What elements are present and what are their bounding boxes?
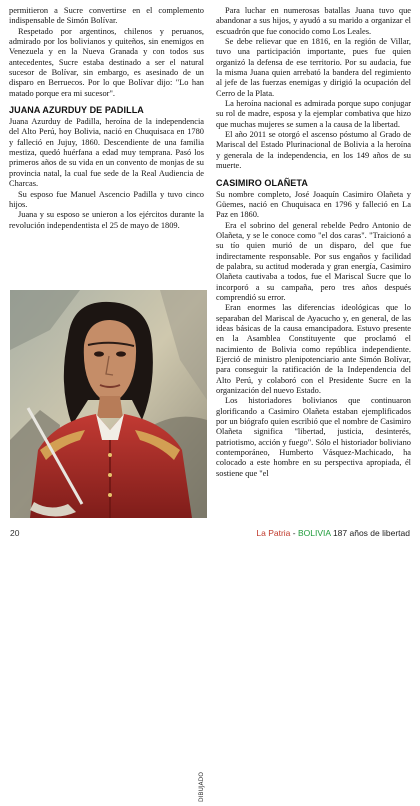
section-heading-juana: JUANA AZURDUY DE PADILLA	[9, 105, 144, 116]
paragraph: Se debe relievar que en 1816, en la región de Villar, tuvo una participación importante, pues fue quien organizó la defensa de ese territorio. Por su audacia, fue la misma Juana quien arrebató la bandera del regimiento al jefe de las fuerzas enemigas y dirigió la ocupación del Cerro de la Plata.	[216, 37, 411, 98]
paragraph: La heroína nacional es admirada porque supo conjugar su rol de madre, esposa y la ejemplar combativa que hizo que muchas mujeres se sumen a la causa de la libertad.	[216, 99, 411, 129]
paragraph: Los historiadores bolivianos que continuaron glorificando a Casimiro Olañeta estaban ejemplificados por un biógrafo quien escribió que el nombre de Casimiro Olañeta significa "libertad, justicia, desinterés, patriotismo, acción y fuego". Sólo el historiador boliviano contemporáneo, Humberto Vásquez-Machicado, ha colocado a este hombre en su perspectiva apropiada, él sostiene que "el	[216, 396, 411, 478]
page-number: 20	[10, 528, 20, 538]
paragraph: Juana y su esposo se unieron a los ejércitos durante la revolución independentista el 25 de mayo de 1809.	[9, 210, 204, 230]
paragraph: Su nombre completo, José Joaquín Casimiro Olañeta y Güemes, nació en Chuquisaca en 1796 y falleció en La Paz en 1860.	[216, 189, 411, 220]
paragraph: El año 2011 se otorgó el ascenso póstumo al Grado de Mariscal del Estado Plurinacional de Bolivia a la heroína y generala de la independencia, en los 149 años de su muerte.	[216, 130, 411, 171]
left-column	[9, 6, 204, 231]
right-column	[216, 6, 411, 479]
svg-text:DIBUJADO: DIBUJADO	[198, 771, 205, 802]
footer-tagline: 187 años de libertad	[330, 528, 410, 538]
paragraph: Era el sobrino del general rebelde Pedro Antonio de Olañeta, y se le conoce como "el dos caras". "Traicionó a su tío quien murió de un disparo, del que fue indirectamente responsable. Por sus engaños y facilidad de palabra, su actitud moderada y gran energía, Casimiro Olañeta cautivaba a todos, fue el Mariscal Sucre que lo incorporó a su campaña, pero tres años después comprendió su error.	[216, 220, 411, 302]
footer-country: BOLIVIA	[297, 528, 331, 538]
footer-brand: La Patria	[256, 528, 291, 538]
page-footer	[0, 525, 420, 547]
paragraph: Respetado por argentinos, chilenos y peruanos, admirado por los bolivianos y quiteños, sin enemigos en Venezuela y en la Nueva Granada y con todos sus antecedentes, Sucre estaba destinado a ser el natural sucesor de Bolívar, sin embargo, es asesinado de un disparo en Berruecos. Por lo que Bolívar dijo: "Lo han matado porque era mi sucesor".	[9, 26, 204, 98]
portrait-drawing	[10, 290, 207, 518]
running-footer	[256, 528, 410, 538]
paragraph: Su esposo fue Manuel Ascencio Padilla y tuvo cinco hijos.	[9, 189, 204, 209]
footer-separator: -	[290, 528, 298, 538]
section-heading-casimiro: CASIMIRO OLAÑETA	[216, 177, 308, 188]
paragraph: Juana Azurduy de Padilla, heroína de la independencia del Alto Perú, hoy Bolivia, nació en Chuquisaca en 1780 y falleció en Jujuy, 1860. Descendiente de una familia mestiza, quedó huérfana a edad muy temprana. Pasó los primeros años de su vida en un convento de monjas de su provincia natal, la cual fue sede de la Real Audiencia de Charcas.	[9, 117, 204, 189]
paragraph: Para luchar en numerosas batallas Juana tuvo que abandonar a sus hijos, y ayudó a su marido a organizar el escuadrón que fue conocido como Los Leales.	[216, 6, 411, 36]
paragraph: Eran enormes las diferencias ideológicas que lo separaban del Mariscal de Ayacucho y, en general, de las ideas básicas de la causa emancipadora. Estuvo presente en la Asamblea Constituyente que proclamó el nacimiento de Bolivia como república independiente. Ejerció de ministro plenipotenciario ante Simón Bolívar, para conseguir la ratificación de la Independencia del Alto Perú, y colaboró con el Presidente Sucre en la organización del nuevo Estado.	[216, 303, 411, 396]
watermark-stamp	[197, 736, 205, 806]
paragraph: permitieron a Sucre convertirse en el complemento indispensable de Simón Bolívar.	[9, 6, 204, 26]
